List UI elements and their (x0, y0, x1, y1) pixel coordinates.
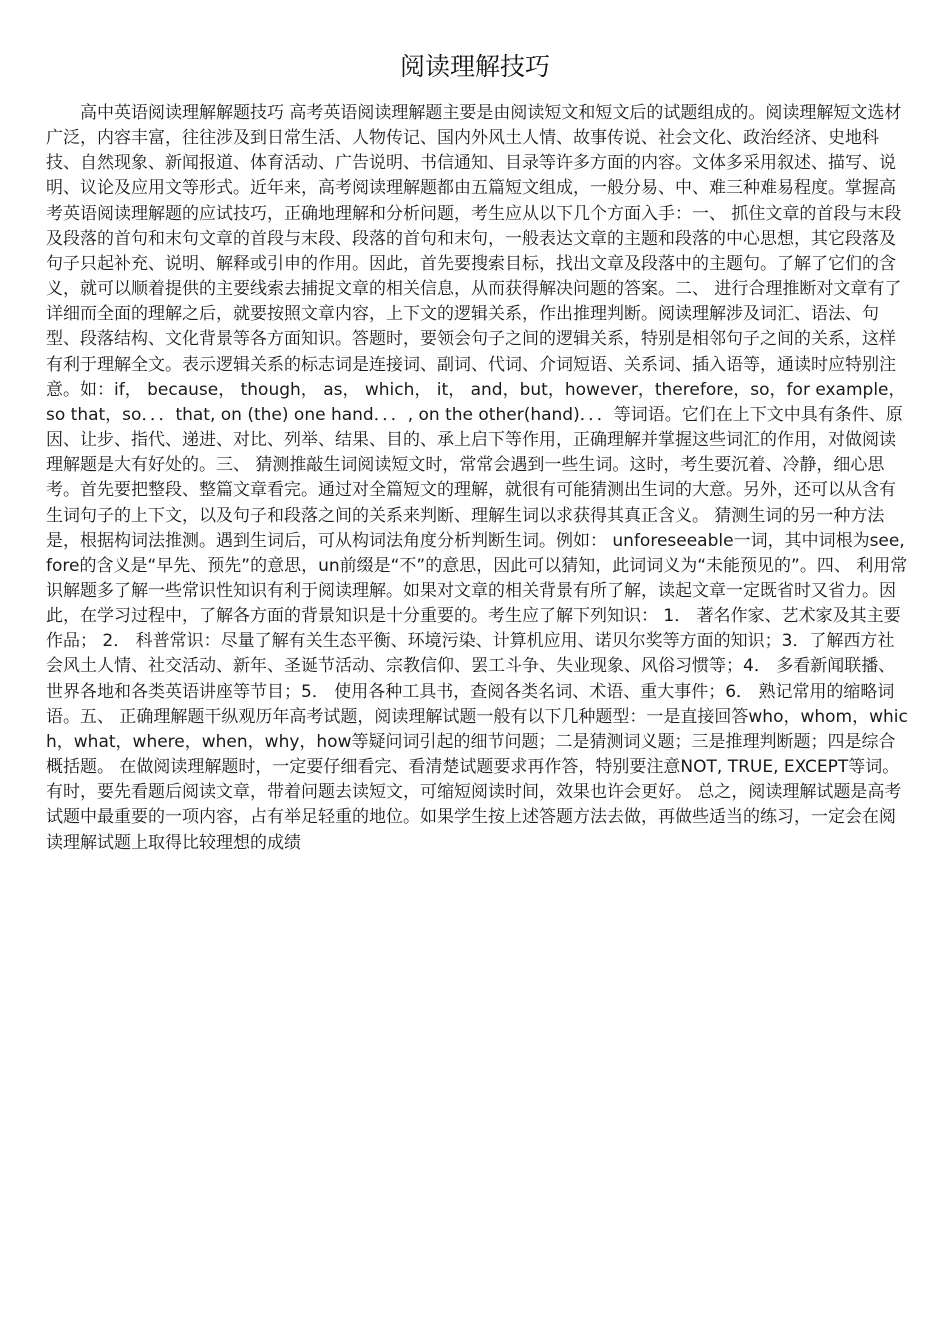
document-body: 高中英语阅读理解解题技巧 高考英语阅读理解题主要是由阅读短文和短文后的试题组成的。阅读理解短文选材广泛，内容丰富，往往涉及到日常生活、人物传记、国内外风土人情、故事传说、社会文化、政治经济、史地科技、自然现象、新闻报道、体育活动、广告说明、书信通知、目录等许多方面的内容。文体多采用叙述、描写、说明、议论及应用文等形式。近年来，高考阅读理解题都由五篇短文组成，一般分易、中、难三种难易程度。掌握高考英语阅读理解题的应试技巧，正确地理解和分析问题，考生应从以下几个方面入手：一、 抓住文章的首段与末段及段落的首句和末句文章的首段与末段、段落的首句和末句，一般表达文章的主题和段落的中心思想，其它段落及句子只起补充、说明、解释或引申的作用。因此，首先要搜索目标，找出文章及段落中的主题句。了解了它们的含义，就可以顺着提供的主要线索去捕捉文章的相关信息，从而获得解决问题的答案。二、 进行合理推断对文章有了详细而全面的理解之后，就要按照文章内容，上下文的逻辑关系，作出推理判断。阅读理解涉及词汇、语法、句型、段落结构、文化背景等各方面知识。答题时，要领会句子之间的逻辑关系，特别是相邻句子之间的关系，这样有利于理解全文。表示逻辑关系的标志词是连接词、副词、代词、介词短语、关系词、插入语等，通读时应特别注意。如：if， because， though， as， which， it， and，but，however，therefore，so，for example， so that，so．．．that, on (the) one hand．．．, on the other(hand)．．．等词语。它们在上下文中具有条件、原因、让步、指代、递进、对比、列举、结果、目的、承上启下等作用，正确理解并掌握这些词汇的作用，对做阅读理解题是大有好处的。三、 猜测推敲生词阅读短文时，常常会遇到一些生词。这时，考生要沉着、冷静，细心思考。首先要把整段、整篇文章看完。通过对全篇短文的理解，就很有可能猜测出生词的大意。另外，还可以从含有生词句子的上下文，以及句子和段落之间的关系来判断、理解生词以求获得其真正含义。 猜测生词的另一种方法是，根据构词法推测。遇到生词后，可从构词法角度分析判断生词。例如： unforeseeable一词，其中词根为see, fore的含义是“早先、预先”的意思，un前缀是“不”的意思，因此可以猜知，此词词义为“未能预见的”。四、 利用常识解题多了解一些常识性知识有利于阅读理解。如果对文章的相关背景有所了解，读起文章一定既省时又省力。因此，在学习过程中，了解各方面的背景知识是十分重要的。考生应了解下列知识： 1． 著名作家、艺术家及其主要作品； 2． 科普常识：尽量了解有关生态平衡、环境污染、计算机应用、诺贝尔奖等方面的知识；3．了解西方社会风土人情、社交活动、新年、圣诞节活动、宗教信仰、罢工斗争、失业现象、风俗习惯等；4． 多看新闻联播、世界各地和各类英语讲座等节目；5． 使用各种工具书，查阅各类名词、术语、重大事件；6． 熟记常用的缩略词语。五、 正确理解题干纵观历年高考试题，阅读理解试题一般有以下几种题型：一是直接回答who，whom，which，what，where，when，why，how等疑问词引起的细节问题；二是猜测词义题；三是推理判断题；四是综合概括题。 在做阅读理解题时，一定要仔细看完、看清楚试题要求再作答，特别要注意NOT, TRUE, EXCEPT等词。有时，要先看题后阅读文章，带着问题去读短文，可缩短阅读时间，效果也许会更好。 总之，阅读理解试题是高考试题中最重要的一项内容，占有举足轻重的地位。如果学生按上述答题方法去做，再做些适当的练习，一定会在阅读理解试题上取得比较理想的成绩 (46, 103, 908, 853)
document-title: 阅读理解技巧 (399, 52, 550, 81)
